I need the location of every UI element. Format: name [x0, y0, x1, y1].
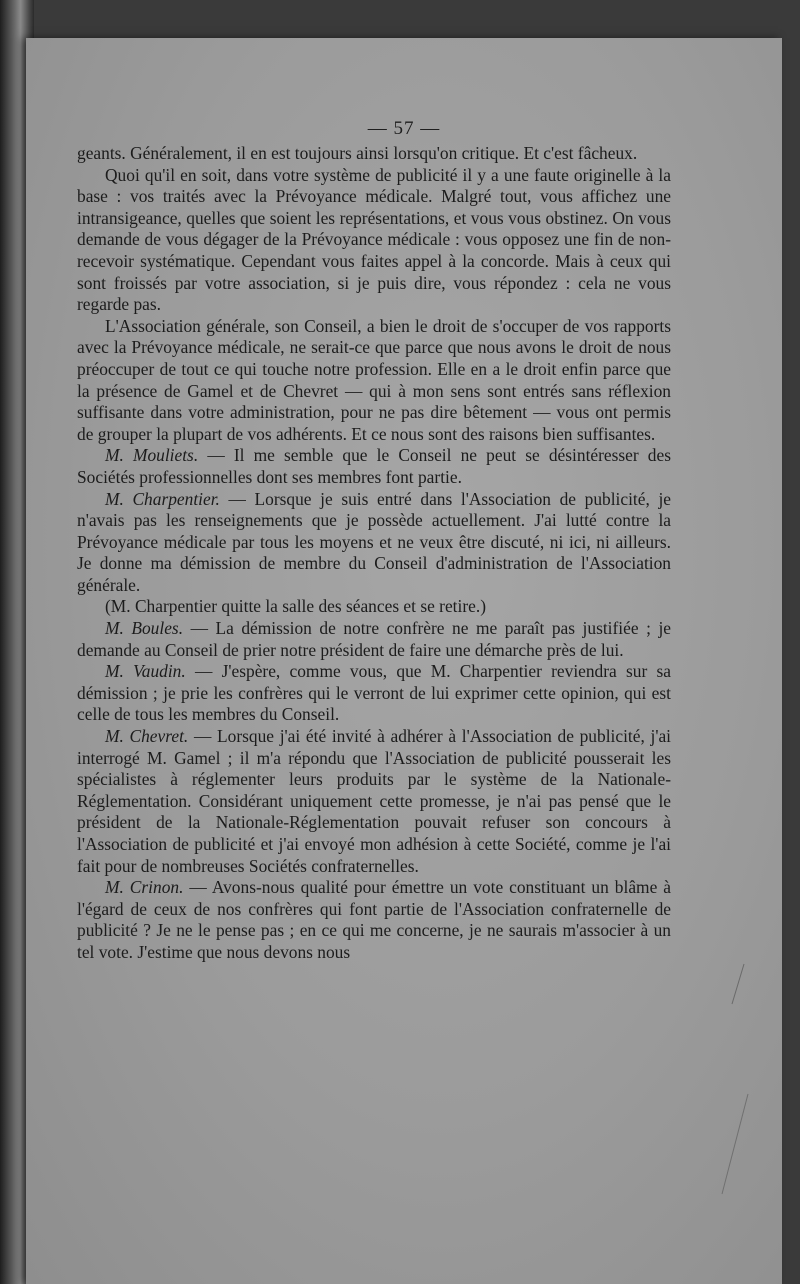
- paragraph-text: Quoi qu'il en soit, dans votre système de publicité il y a une faute originelle à la base : vos traités avec la Prévoyance médicale. Malgré tout, vous affichez une intransigeance, quelles que soient les représentations, et vous vous obstinez. On vous demande de vous dégager de la Prévoyance médicale : vous opposez une fin de non-recevoir systématique. Cependant vous faites appel à la concorde. Mais à ceux qui sont froissés par votre association, si je puis dire, vous répondez : cela ne vous regarde pas.: [77, 164, 671, 315]
- paper-crease-marks: [692, 944, 752, 1204]
- paragraph: [77, 726, 671, 877]
- paragraph: [77, 489, 671, 597]
- paragraph: [77, 143, 671, 165]
- paragraph: [77, 618, 671, 661]
- paragraph-text: — Il me semble que le Conseil ne peut se désintéresser des Sociétés professionnelles dont ses membres font partie.: [77, 445, 671, 487]
- paragraph-text: — Lorsque je suis entré dans l'Association de publicité, je n'avais pas les renseignements que je possède actuellement. J'ai lutté contre la Prévoyance médicale par tous les moyens et ne veux être discuté, ni ici, ni ailleurs. Je donne ma démission de membre du Conseil d'administration de l'Association générale.: [77, 488, 672, 595]
- paragraph: [77, 165, 671, 316]
- paragraph-text: — Avons-nous qualité pour émettre un vote constituant un blâme à l'égard de ceux de nos confrères qui font partie de l'Association confraternelle de publicité ? Je ne le pense pas ; en ce qui me concerne, je ne saurais m'associer à un tel vote. J'estime que nous devons nous: [77, 877, 671, 962]
- speaker-name: M. Crinon.: [105, 877, 184, 898]
- paragraph-text: L'Association générale, son Conseil, a bien le droit de s'occuper de vos rapports avec la Prévoyance médicale, ne serait-ce que parce que nous avons le droit de nous préoccuper de tout ce qui touche notre profession. Elle en a le droit enfin parce que la présence de Gamel et de Chevret — qui à mon sens sont entrés sans réflexion suffisante dans votre administration, pour ne pas dire bêtement — vous ont permis de grouper la plupart de vos adhérents. Et ce nous sont des raisons bien suffisantes.: [77, 315, 671, 444]
- speaker-name: M. Charpentier.: [105, 488, 220, 509]
- paragraph: [77, 877, 671, 963]
- paragraph: [77, 316, 671, 446]
- paragraph-text: — J'espère, comme vous, que M. Charpentier reviendra sur sa démission ; je prie les confrères qui le verront de lui exprimer cette opinion, qui est celle de tous les membres du Conseil.: [77, 661, 671, 725]
- paragraph-text: (M. Charpentier quitte la salle des séances et se retire.): [105, 596, 486, 617]
- page-number: — 57 —: [367, 118, 441, 139]
- speaker-name: M. Mouliets.: [105, 445, 199, 466]
- speaker-name: M. Vaudin.: [105, 661, 186, 682]
- paragraph-text: — Lorsque j'ai été invité à adhérer à l'Association de publicité, j'ai interrogé M. Gamel ; il m'a répondu que l'Association de publicité pousserait les spécialistes à réglementer leurs produits par le système de la Nationale-Réglementation. Considérant uniquement cette promesse, je n'ai pas pensé que le président de la Nationale-Réglementation pouvait refuser son concours à l'Association de publicité et j'ai envoyé mon adhésion à cette Société, comme je l'ai fait pour de nombreuses Sociétés confraternelles.: [77, 726, 672, 876]
- paragraph: [77, 661, 671, 726]
- paragraph: [77, 596, 671, 618]
- paragraph-text: — La démission de notre confrère ne me paraît pas justifiée ; je demande au Conseil de prier notre président de faire une démarche près de lui.: [77, 618, 671, 660]
- page-body-text: [77, 143, 671, 964]
- book-page: [26, 38, 782, 1284]
- paragraph-text: geants. Généralement, il en est toujours ainsi lorsqu'on critique. Et c'est fâcheux.: [77, 143, 638, 163]
- speaker-name: M. Chevret.: [105, 726, 189, 747]
- paragraph: [77, 445, 671, 488]
- speaker-name: M. Boules.: [105, 618, 184, 639]
